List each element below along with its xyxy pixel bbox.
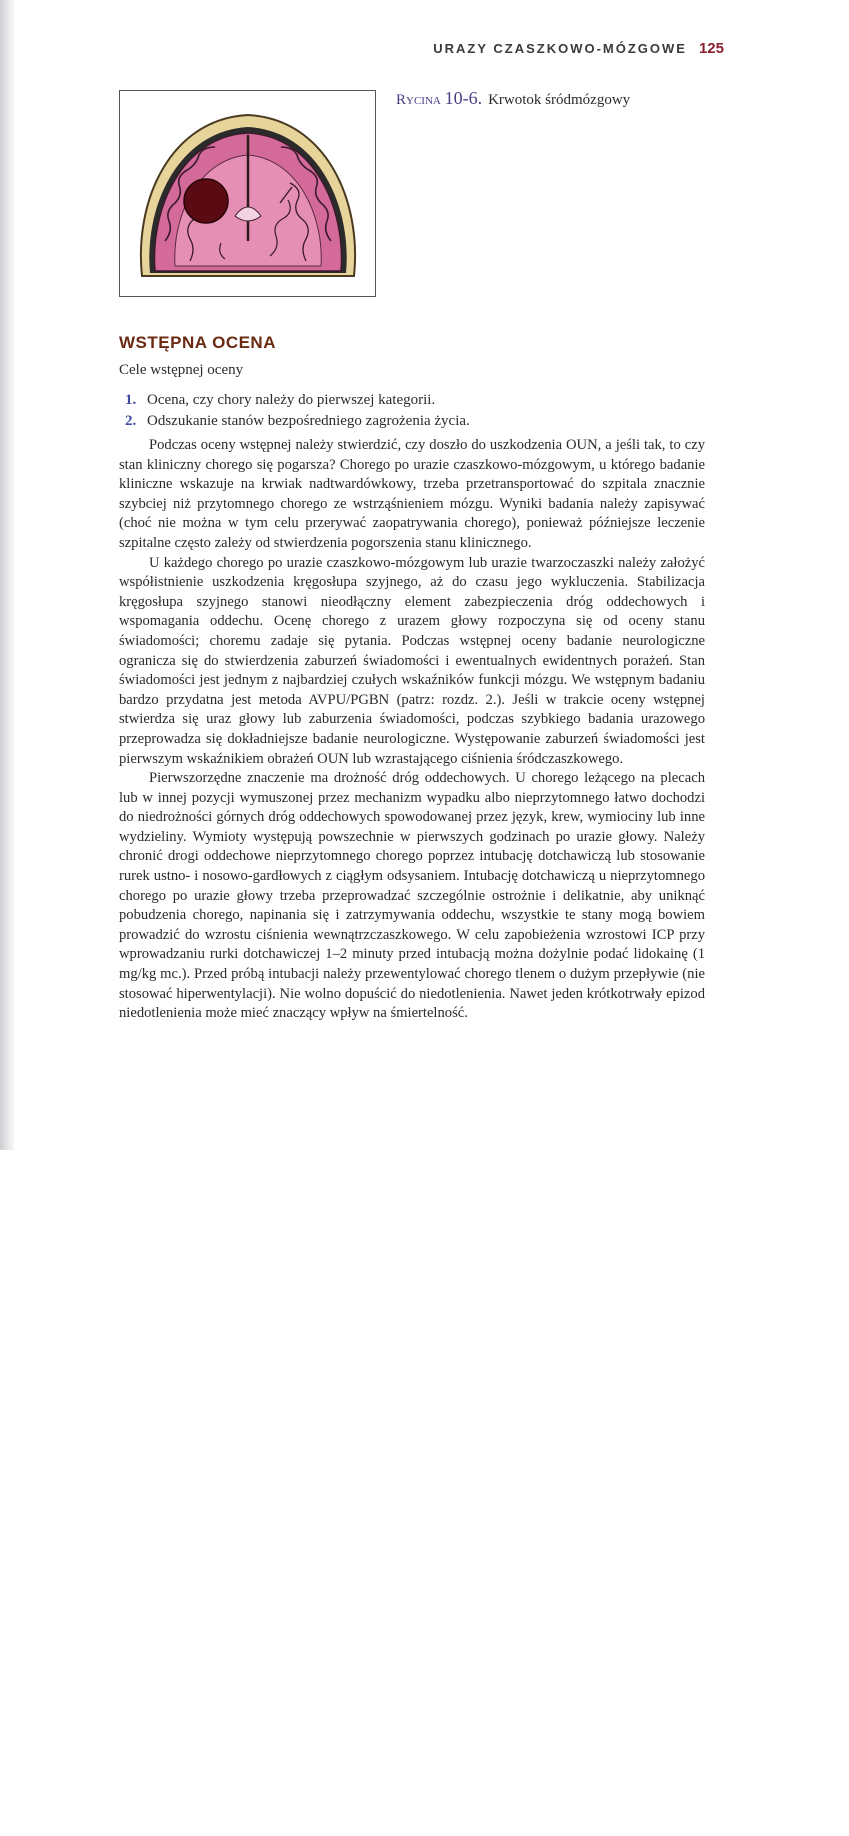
list-item	[125, 411, 705, 432]
figure-caption	[396, 88, 736, 109]
section-title: WSTĘPNA OCENA	[119, 333, 276, 352]
paragraph: Podczas oceny wstępnej należy stwierdzić, czy doszło do uszkodzenia OUN, a jeśli tak, to czy stan kliniczny chorego się pogarsza? Chorego po urazie czaszkowo-mózgowym, u którego badanie kliniczne wskazuje na krwiak nadtwardówkowy, trzeba przetransportować do szpitala znacznie szybciej niż przytomnego chorego ze wstrząśnieniem mózgu. Wyniki badania należy zapisywać (choć nie można w tym celu przerywać zaopatrywania chorego), ponieważ późniejsze leczenie szpitalne często zależy od stwierdzenia pogorszenia stanu klinicznego.	[119, 437, 705, 551]
goals-list	[125, 390, 705, 432]
running-header	[433, 40, 724, 57]
page-number: 125	[698, 40, 724, 57]
figure-frame	[119, 90, 376, 297]
figure-label-number: 10-6.	[444, 88, 483, 108]
body-text	[119, 436, 705, 1024]
page-spine-shadow	[0, 0, 14, 1150]
figure-caption-text: Krwotok śródmózgowy	[488, 92, 631, 108]
figure-label-prefix: Rycina	[396, 92, 441, 108]
list-item	[125, 390, 705, 411]
paragraph: Pierwszorzędne znaczenie ma drożność dróg oddechowych. U chorego leżącego na plecach lub w innej pozycji wymuszonej przez mechanizm wypadku albo nieprzytomnego łatwo dochodzi do niedrożności górnych dróg oddechowych spowodowanej przez język, krew, wymiociny lub inne wydzieliny. Wymioty występują powszechnie w pierwszych godzinach po urazie głowy. Należy chronić drogi oddechowe nieprzytomnego chorego poprzez intubację dotchawiczą lub stosowanie rurek ustno- i nosowo-gardłowych z ciągłym odsysaniem. Intubację dotchawiczą u nieprzytomnego chorego po urazie głowy trzeba przeprowadzać szczególnie ostrożnie i delikatnie, aby uniknąć pobudzenia chorego, napinania się i zatrzymywania oddechu, wszystkie te stany mogą bowiem prowadzić do wzrostu ciśnienia wewnątrzczaszkowego. W celu zapobieżenia wzrostowi ICP przy wprowadzaniu rurki dotchawiczej 1–2 minuty przed intubacją można dożylnie podać lidokainę (1 mg/kg mc.). Przed próbą intubacji należy przewentylować chorego tlenem o dużym przepływie (nie stosować hiperwentylacji). Nie wolno dopuścić do niedotlenienia. Nawet jeden krótkotrwały epizod niedotlenienia może mieć znaczący wpływ na śmiertelność.	[119, 770, 705, 1022]
brain-hemorrhage-illustration	[120, 91, 375, 296]
list-item-text: Ocena, czy chory należy do pierwszej kategorii.	[147, 392, 436, 408]
list-item-number: 2.	[125, 413, 137, 429]
running-title: URAZY CZASZKOWO-MÓZGOWE	[433, 41, 687, 56]
paragraph: U każdego chorego po urazie czaszkowo-mózgowym lub urazie twarzoczaszki należy założyć współistnienie uszkodzenia kręgosłupa szyjnego, aż do czasu jego wykluczenia. Stabilizacja kręgosłupa szyjnego stanowi nieodłączny element zabezpieczenia dróg oddechowych i wspomagania oddechu. Ocenę chorego z urazem głowy rozpoczyna się od oceny stanu świadomości; choremu zadaje się pytania. Podczas wstępnej oceny badanie neurologiczne ogranicza się do stwierdzenia zaburzeń świadomości i ewentualnych ewidentnych porażeń. Stan świadomości jest jednym z najbardziej czułych wskaźników funkcji mózgu. We wstępnym badaniu bardzo przydatna jest metoda AVPU/PGBN (patrz: rozdz. 2.). Jeśli w trakcie oceny wstępnej stwierdza się uraz głowy lub zaburzenia świadomości, podczas szybkiego badania urazowego przeprowadza się dokładniejsze badanie neurologiczne. Występowanie zaburzeń świadomości jest pierwszym wskaźnikiem obrażeń OUN lub wzrastającego ciśnienia śródczaszkowego.	[119, 554, 705, 767]
list-item-number: 1.	[125, 392, 137, 408]
list-item-text: Odszukanie stanów bezpośredniego zagrożenia życia.	[147, 413, 470, 429]
figure-label	[396, 88, 483, 108]
goals-heading: Cele wstępnej oceny	[119, 362, 244, 378]
